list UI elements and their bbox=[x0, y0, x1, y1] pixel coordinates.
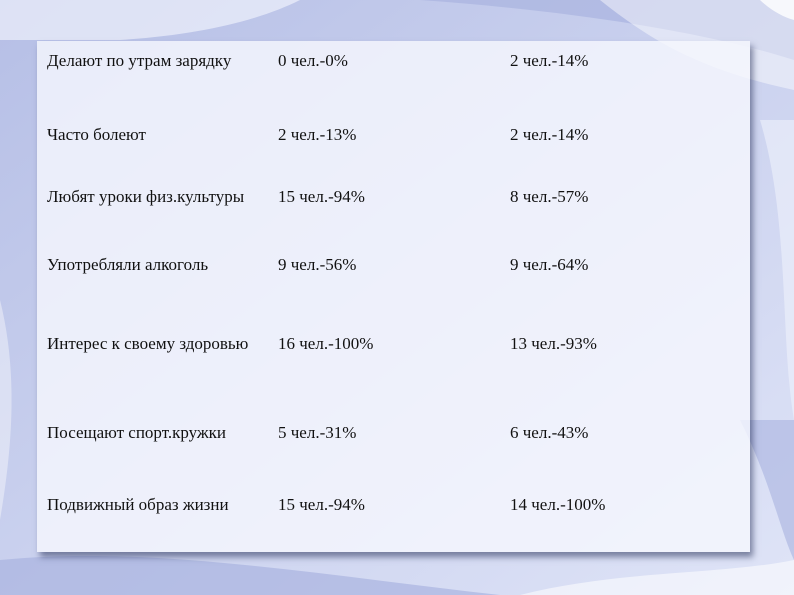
row-label: Интерес к своему здоровью bbox=[47, 334, 249, 353]
row-label: Часто болеют bbox=[47, 125, 146, 144]
row-value-col1: 15 чел.-94% bbox=[278, 495, 365, 514]
row-value-col2: 13 чел.-93% bbox=[510, 334, 597, 353]
row-value-col2: 9 чел.-64% bbox=[510, 255, 589, 274]
row-value-col1: 15 чел.-94% bbox=[278, 187, 365, 206]
row-value-col1: 9 чел.-56% bbox=[278, 255, 357, 274]
row-value-col2: 14 чел.-100% bbox=[510, 495, 606, 514]
row-value-col2: 2 чел.-14% bbox=[510, 51, 589, 70]
row-label: Любят уроки физ.культуры bbox=[47, 187, 245, 206]
row-value-col1: 0 чел.-0% bbox=[278, 51, 348, 70]
row-label: Подвижный образ жизни bbox=[47, 495, 229, 514]
row-value-col2: 6 чел.-43% bbox=[510, 423, 589, 442]
row-value-col2: 8 чел.-57% bbox=[510, 187, 589, 206]
row-value-col1: 16 чел.-100% bbox=[278, 334, 374, 353]
content-panel bbox=[37, 41, 750, 552]
row-label: Делают по утрам зарядку bbox=[47, 51, 232, 70]
row-value-col2: 2 чел.-14% bbox=[510, 125, 589, 144]
row-value-col1: 2 чел.-13% bbox=[278, 125, 357, 144]
row-label: Посещают спорт.кружки bbox=[47, 423, 227, 442]
row-label: Употребляли алкоголь bbox=[47, 255, 209, 274]
row-value-col1: 5 чел.-31% bbox=[278, 423, 357, 442]
